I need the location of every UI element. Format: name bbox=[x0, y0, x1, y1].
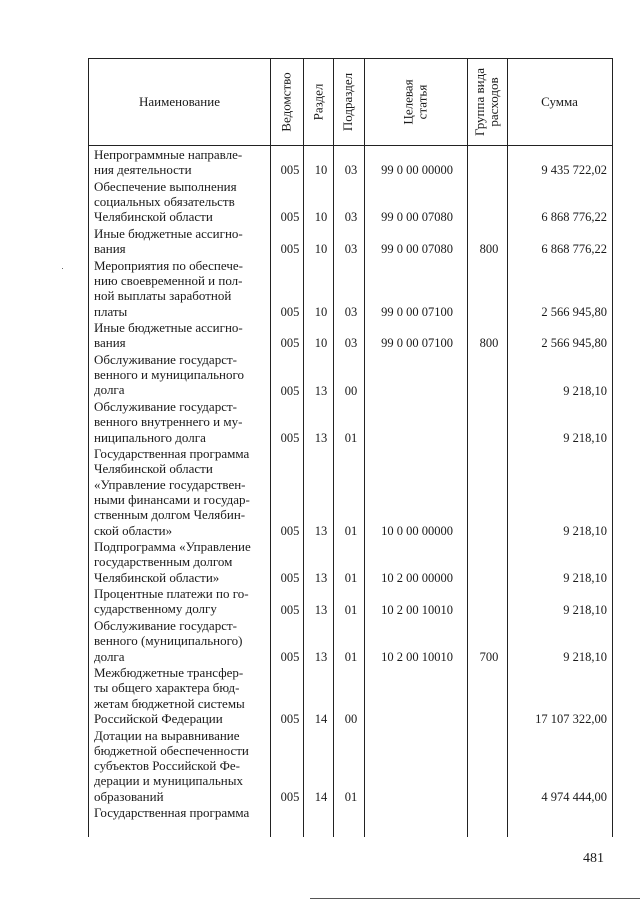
row-name bbox=[94, 805, 265, 820]
header-summa-text: Сумма bbox=[541, 94, 578, 109]
row-name bbox=[94, 320, 265, 351]
cell-ved: 005 bbox=[280, 649, 300, 664]
row-name bbox=[94, 618, 265, 664]
row-name-line: венного (муниципального) bbox=[94, 633, 243, 649]
cell-podrazdel: 01 bbox=[344, 523, 358, 538]
cell-podrazdel: 03 bbox=[344, 210, 358, 225]
cell-ved: 005 bbox=[280, 523, 300, 538]
budget-table bbox=[88, 58, 613, 837]
row-name-line: Челябинской области bbox=[94, 209, 213, 225]
cell-summa: 2 566 945,80 bbox=[541, 336, 607, 351]
cell-razdel: 10 bbox=[314, 242, 328, 257]
cell-ved: 005 bbox=[280, 712, 300, 726]
cell-ved: 005 bbox=[280, 430, 300, 445]
row-name bbox=[94, 352, 265, 398]
header-ved-text: Ведомство bbox=[278, 72, 294, 132]
header-celevaya bbox=[364, 59, 467, 145]
row-name bbox=[94, 258, 265, 319]
row-name-line: ственным долгом Челябин- bbox=[94, 507, 246, 523]
cell-ved: 005 bbox=[280, 210, 300, 225]
cell-podrazdel: 01 bbox=[344, 570, 358, 585]
header-name bbox=[89, 59, 270, 145]
cell-razdel: 10 bbox=[314, 210, 328, 225]
row-name-line: ской области» bbox=[94, 522, 173, 538]
row-name-line: долга bbox=[94, 648, 125, 664]
header-gruppa-line1: Группа вида bbox=[472, 68, 488, 136]
row-name-line: Челябинской области bbox=[94, 461, 213, 477]
cell-razdel: 14 bbox=[314, 789, 328, 804]
row-name-line: вания bbox=[94, 241, 126, 257]
row-name bbox=[94, 446, 265, 538]
row-name-line: Обслуживание государст- bbox=[94, 351, 237, 367]
cell-celevaya: 10 0 00 00000 bbox=[381, 523, 453, 538]
row-name-line: Обеспечение выполнения bbox=[94, 178, 237, 194]
row-name-line: Российской Федерации bbox=[94, 710, 223, 726]
row-name-line: Дотации на выравнивание bbox=[94, 727, 240, 743]
header-celevaya-line1: Целевая bbox=[400, 79, 416, 125]
header-celevaya-text bbox=[401, 79, 429, 124]
header-summa bbox=[507, 59, 612, 145]
row-name-line: ты общего характера бюд- bbox=[94, 680, 240, 696]
cell-podrazdel: 03 bbox=[344, 163, 358, 178]
header-razdel-text: Раздел bbox=[310, 83, 325, 121]
cell-summa: 9 218,10 bbox=[563, 570, 607, 585]
cell-razdel: 13 bbox=[314, 649, 328, 664]
row-name-line: образований bbox=[94, 788, 164, 804]
cell-celevaya: 99 0 00 07100 bbox=[381, 336, 453, 351]
row-name bbox=[94, 539, 265, 585]
cell-podrazdel: 03 bbox=[344, 336, 358, 351]
header-divider bbox=[89, 145, 612, 146]
cell-summa: 17 107 322,00 bbox=[535, 712, 607, 726]
row-name-line: Челябинской области» bbox=[94, 569, 220, 585]
cell-summa: 9 435 722,02 bbox=[541, 163, 607, 178]
cell-summa: 9 218,10 bbox=[563, 430, 607, 445]
row-name-line: Обслуживание государст- bbox=[94, 399, 237, 414]
cell-summa: 4 974 444,00 bbox=[541, 789, 607, 804]
row-name bbox=[94, 586, 265, 617]
row-name-line: социальных обязательств bbox=[94, 194, 235, 210]
cell-celevaya: 99 0 00 07080 bbox=[381, 210, 453, 225]
cell-ved: 005 bbox=[280, 304, 300, 319]
cell-summa: 9 218,10 bbox=[563, 523, 607, 538]
column-divider bbox=[270, 59, 271, 837]
cell-gruppa: 700 bbox=[479, 649, 499, 664]
cell-ved: 005 bbox=[280, 383, 300, 398]
row-name bbox=[94, 399, 265, 445]
footer-rule bbox=[310, 898, 640, 899]
header-name-text: Наименование bbox=[139, 94, 220, 109]
cell-podrazdel: 01 bbox=[344, 430, 358, 445]
cell-ved: 005 bbox=[280, 163, 300, 178]
row-name-line: Иные бюджетные ассигно- bbox=[94, 320, 243, 336]
row-name-line: ниципального долга bbox=[94, 429, 206, 445]
cell-razdel: 13 bbox=[314, 523, 328, 538]
scan-speck bbox=[62, 268, 63, 269]
header-ved bbox=[270, 59, 303, 145]
row-name-line: «Управление государствен- bbox=[94, 476, 246, 492]
page-number: 481 bbox=[583, 851, 604, 866]
row-name-line: Мероприятия по обеспече- bbox=[94, 257, 243, 273]
cell-podrazdel: 03 bbox=[344, 304, 358, 319]
row-name-line: государственным долгом bbox=[94, 554, 233, 570]
row-name-line: жетам бюджетной системы bbox=[94, 695, 245, 711]
cell-razdel: 13 bbox=[314, 430, 328, 445]
cell-gruppa: 800 bbox=[479, 336, 499, 351]
row-name-line: ния деятельности bbox=[94, 162, 192, 178]
row-name-line: субъектов Российской Фе- bbox=[94, 758, 240, 774]
row-name-line: Межбюджетные трансфер- bbox=[94, 665, 244, 681]
row-name-line: вания bbox=[94, 335, 126, 351]
cell-summa: 9 218,10 bbox=[563, 383, 607, 398]
cell-celevaya: 10 2 00 10010 bbox=[381, 602, 453, 617]
cell-podrazdel: 01 bbox=[344, 602, 358, 617]
cell-razdel: 10 bbox=[314, 336, 328, 351]
row-name-line: нию своевременной и пол- bbox=[94, 272, 243, 288]
cell-summa: 2 566 945,80 bbox=[541, 304, 607, 319]
header-gruppa-line2: расходов bbox=[486, 77, 502, 127]
row-name-line: Процентные платежи по го- bbox=[94, 586, 249, 602]
row-name-line: венного и муниципального bbox=[94, 367, 244, 383]
row-name-line: венного внутреннего и му- bbox=[94, 414, 243, 430]
row-name-line: дерации и муниципальных bbox=[94, 773, 243, 789]
cell-celevaya: 99 0 00 07100 bbox=[381, 304, 453, 319]
cell-celevaya: 99 0 00 00000 bbox=[381, 163, 453, 178]
row-name-line: Непрограммные направле- bbox=[94, 147, 243, 162]
header-celevaya-line2: статья bbox=[414, 84, 430, 120]
cell-podrazdel: 00 bbox=[344, 383, 358, 398]
cell-razdel: 10 bbox=[314, 304, 328, 319]
cell-razdel: 14 bbox=[314, 712, 328, 726]
cell-gruppa: 800 bbox=[479, 242, 499, 257]
cell-ved: 005 bbox=[280, 242, 300, 257]
cell-razdel: 13 bbox=[314, 383, 328, 398]
cell-summa: 9 218,10 bbox=[563, 602, 607, 617]
row-name-line: ными финансами и государ- bbox=[94, 491, 250, 507]
cell-summa: 9 218,10 bbox=[563, 649, 607, 664]
row-name bbox=[94, 728, 265, 804]
cell-celevaya: 99 0 00 07080 bbox=[381, 242, 453, 257]
header-razdel bbox=[303, 59, 333, 145]
cell-razdel: 10 bbox=[314, 163, 328, 178]
row-name bbox=[94, 147, 265, 178]
cell-razdel: 13 bbox=[314, 570, 328, 585]
header-podrazdel bbox=[333, 59, 364, 145]
cell-celevaya: 10 2 00 00000 bbox=[381, 570, 453, 585]
row-name bbox=[94, 226, 265, 257]
header-gruppa bbox=[467, 59, 507, 145]
column-divider bbox=[507, 59, 508, 837]
row-name-line: платы bbox=[94, 303, 128, 319]
cell-ved: 005 bbox=[280, 570, 300, 585]
row-name-line: бюджетной обеспеченности bbox=[94, 742, 249, 758]
row-name-line: Подпрограмма «Управление bbox=[94, 539, 251, 555]
cell-podrazdel: 01 bbox=[344, 789, 358, 804]
cell-ved: 005 bbox=[280, 336, 300, 351]
cell-podrazdel: 03 bbox=[344, 242, 358, 257]
header-gruppa-text bbox=[473, 68, 501, 136]
cell-podrazdel: 01 bbox=[344, 649, 358, 664]
cell-razdel: 13 bbox=[314, 602, 328, 617]
row-name-line: долга bbox=[94, 382, 125, 398]
row-name-line: сударственному долгу bbox=[94, 601, 217, 617]
row-name-line: Государственная программа bbox=[94, 805, 250, 821]
cell-podrazdel: 00 bbox=[344, 712, 358, 726]
row-name-line: Обслуживание государст- bbox=[94, 618, 237, 633]
header-podrazdel-text: Подраздел bbox=[340, 72, 356, 132]
row-name bbox=[94, 179, 265, 225]
row-name-line: Государственная программа bbox=[94, 446, 250, 462]
cell-ved: 005 bbox=[280, 602, 300, 617]
cell-celevaya: 10 2 00 10010 bbox=[381, 649, 453, 664]
row-name-line: Иные бюджетные ассигно- bbox=[94, 225, 243, 241]
row-name-line: ной выплаты заработной bbox=[94, 288, 232, 304]
cell-summa: 6 868 776,22 bbox=[541, 210, 607, 225]
cell-summa: 6 868 776,22 bbox=[541, 242, 607, 257]
column-divider bbox=[467, 59, 468, 837]
cell-ved: 005 bbox=[280, 789, 300, 804]
row-name bbox=[94, 665, 265, 726]
